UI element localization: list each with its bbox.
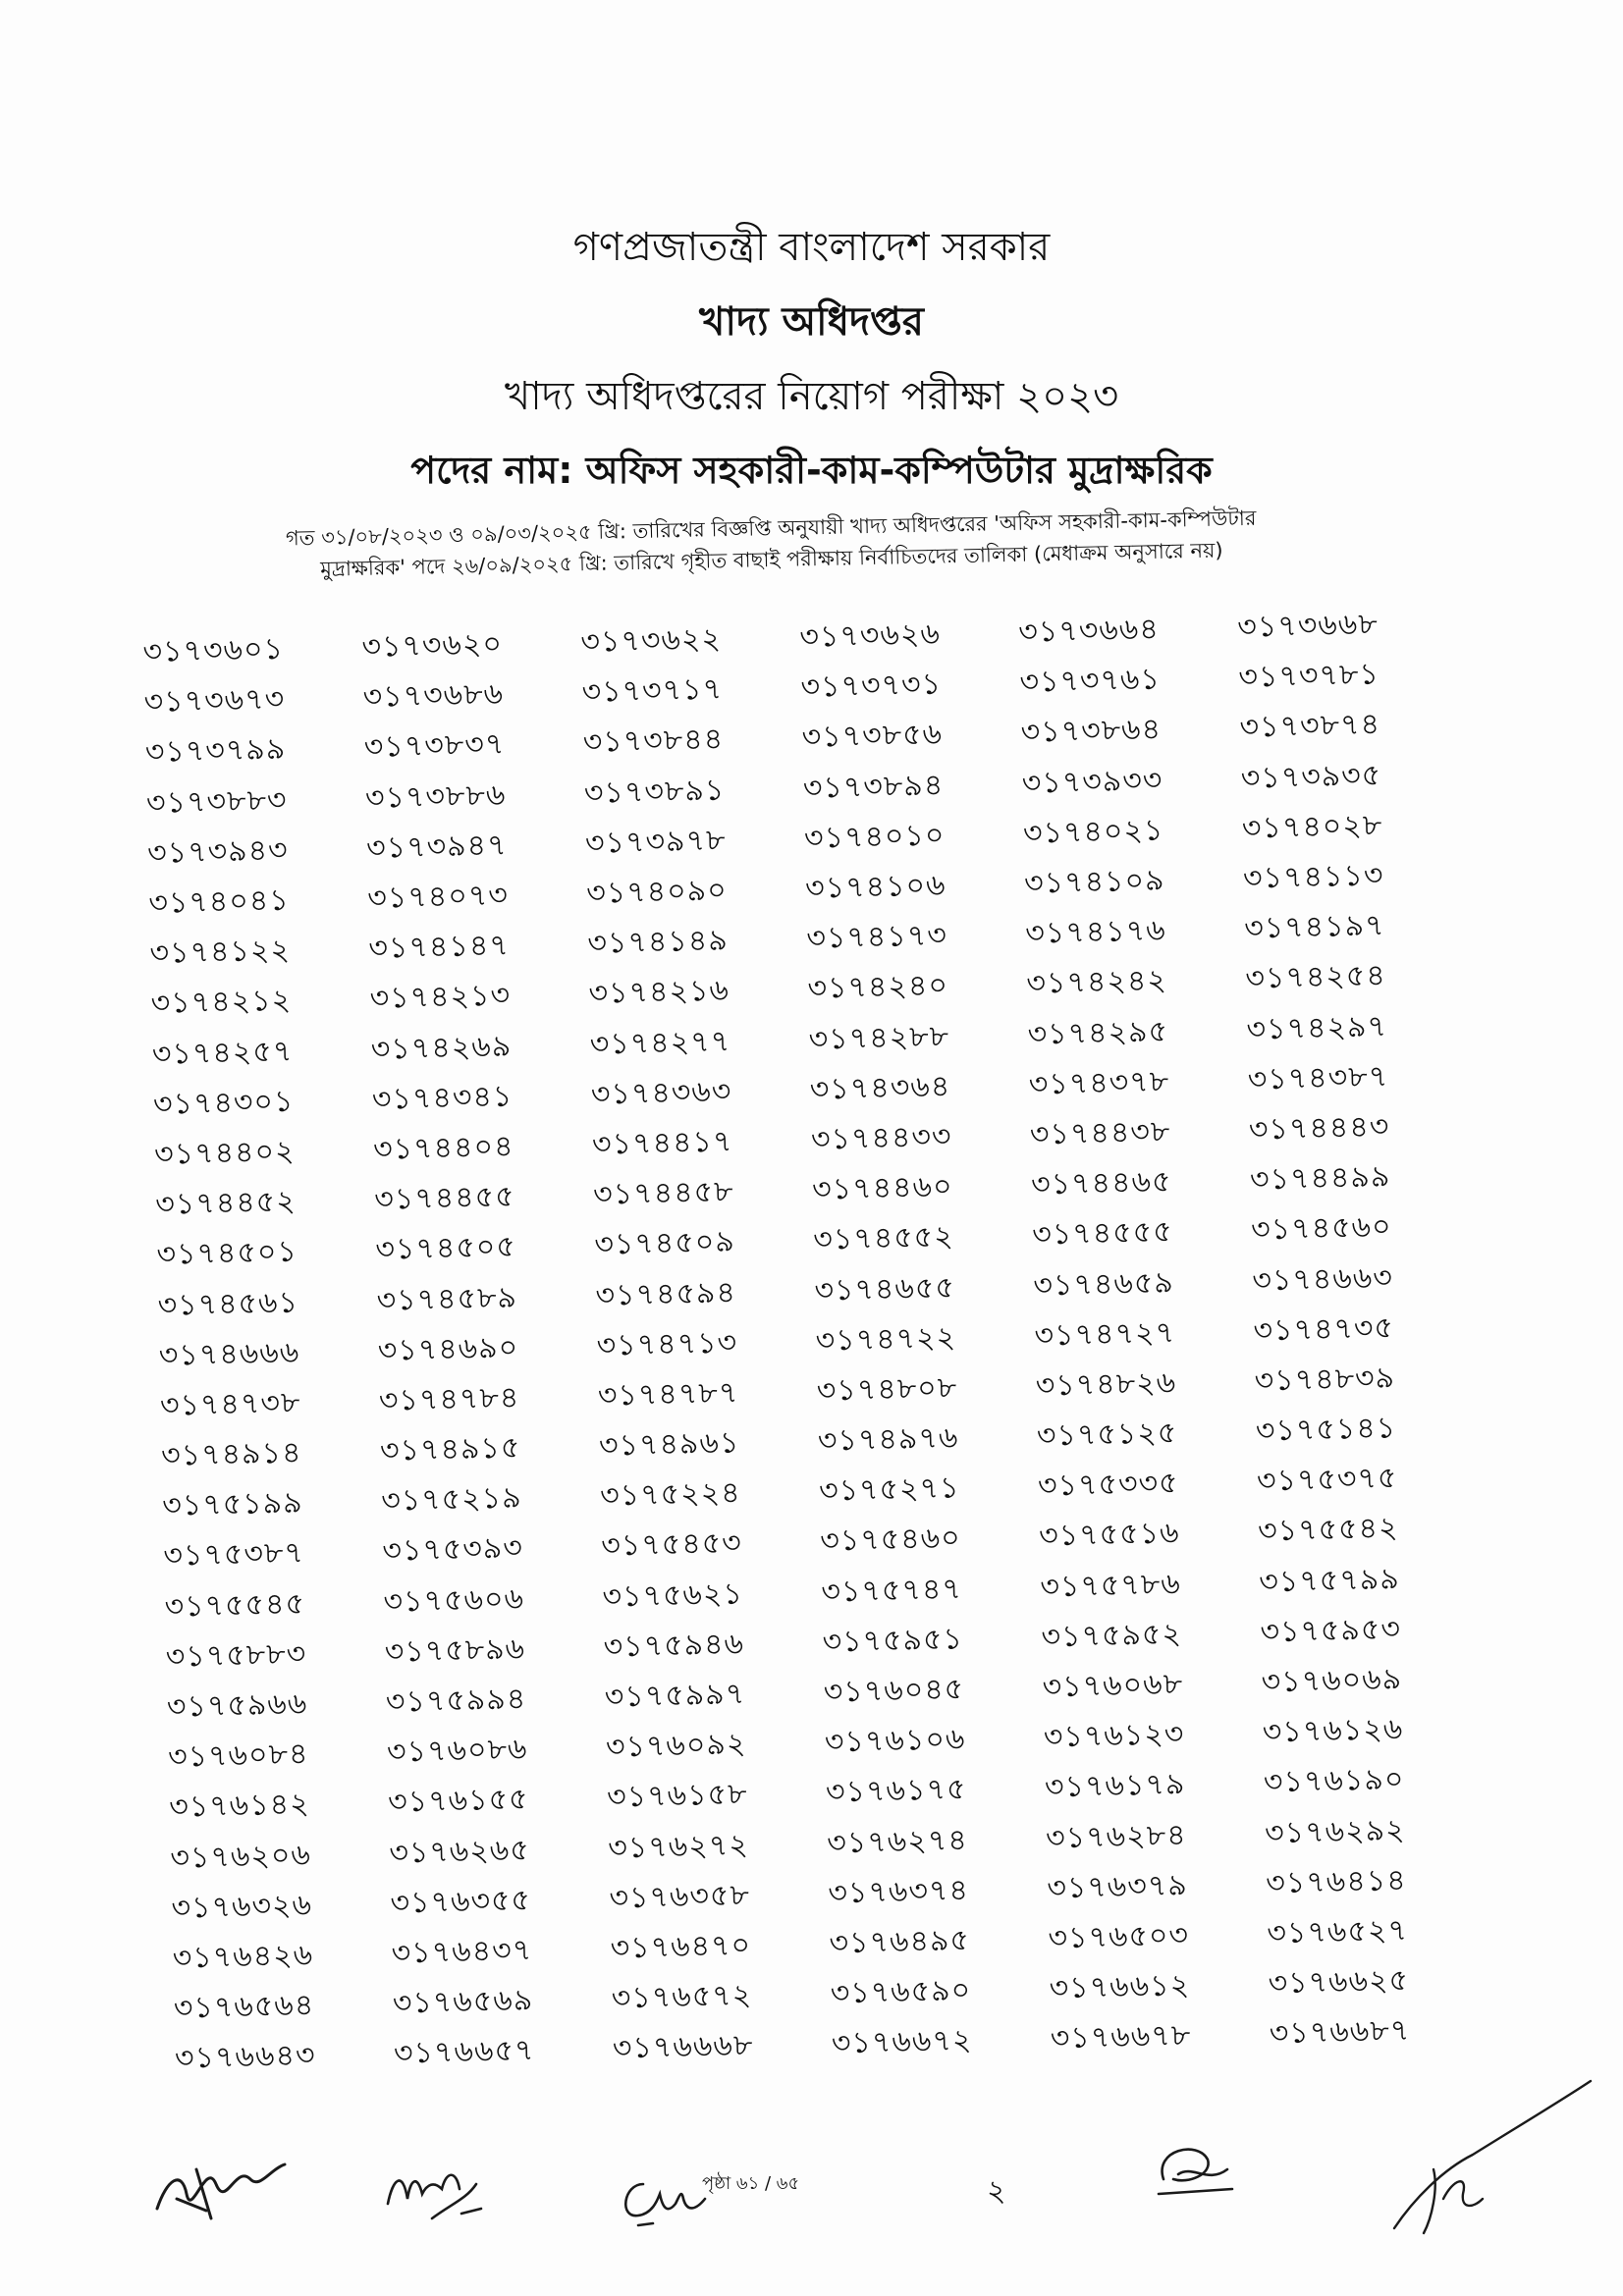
roll-number: ৩১৭৪৪৬০: [811, 1169, 953, 1207]
roll-number: ৩১৭৫৫৪২: [1257, 1511, 1399, 1549]
exam-title: খাদ্য অধিদপ্তরের নিয়োগ পরীক্ষা ২০২৩: [504, 374, 1119, 419]
roll-number: ৩১৭৪০৪১: [147, 882, 291, 921]
roll-number: ৩১৭৩৯৭৮: [584, 823, 727, 861]
roll-number: ৩১৭৬৩২৬: [171, 1888, 313, 1926]
roll-number: ৩১৭৪২৬৯: [370, 1029, 513, 1067]
roll-number: ৩১৭৬০৯২: [605, 1727, 747, 1765]
roll-number: ৩১৭৫৯৫২: [1041, 1617, 1183, 1655]
roll-number: ৩১৭৪৬৫৯: [1033, 1264, 1175, 1304]
roll-number: ৩১৭৬৪৭০: [610, 1928, 752, 1966]
roll-number: ৩১৭৪৩৭৮: [1028, 1064, 1170, 1102]
roll-number: ৩১৭৩৬৬৪: [1017, 612, 1161, 650]
roll-number: ৩১৭৫৬২১: [602, 1576, 744, 1615]
roll-number: ৩১৭৫৯৬৬: [166, 1686, 308, 1725]
roll-number: ৩১৭৪১৪৯: [587, 923, 730, 962]
roll-number: ৩১৭৫৮৯৬: [384, 1631, 526, 1670]
roll-number: ৩১৭৪৮৩৯: [1254, 1361, 1396, 1399]
roll-number: ৩১৭৬৩৫৮: [609, 1878, 751, 1916]
signature-5-icon: [1375, 2061, 1610, 2248]
roll-number: ৩১৭৪২৭৭: [589, 1024, 731, 1062]
roll-number: ৩১৭৪৫৫২: [812, 1219, 955, 1257]
roll-number: ৩১৭৪৪৪৩: [1248, 1109, 1390, 1148]
roll-number: ৩১৭৫৫৪৫: [164, 1586, 306, 1625]
signature-3-icon: [609, 2155, 717, 2233]
roll-number: ৩১৭৪৬৬৬: [158, 1335, 300, 1373]
roll-number: ৩১৭৪৩৬৪: [809, 1069, 951, 1107]
roll-number: ৩১৭৪৭৮৭: [597, 1375, 739, 1414]
roll-number: ৩১৭৪৪৫৮: [592, 1174, 734, 1212]
roll-number: ৩১৭৪৫৯৪: [595, 1274, 737, 1313]
roll-number: ৩১৭৪৪১৭: [591, 1124, 733, 1162]
roll-number: ৩১৭৬৬১২: [1049, 1968, 1191, 2006]
roll-number: ৩১৭৬৫২৭: [1267, 1913, 1409, 1951]
roll-number: ৩১৭৪৮০৮: [816, 1370, 958, 1409]
roll-number: ৩১৭৬৬৪৩: [174, 2038, 316, 2076]
roll-number: ৩১৭৬৩৭৯: [1046, 1867, 1189, 1906]
roll-number: ৩১৭৩৮৮৩: [145, 782, 288, 821]
roll-number: ৩১৭৪৩০১: [152, 1084, 295, 1122]
roll-number: ৩১৭৫১৪১: [1255, 1411, 1397, 1449]
roll-number: ৩১৭৩৯৪৭: [365, 828, 508, 866]
roll-number: ৩১৭৪০২১: [1022, 813, 1164, 851]
roll-number: ৩১৭৬৬৭২: [831, 2023, 973, 2061]
roll-number: ৩১৭৩৮৫৬: [801, 718, 944, 756]
roll-number: ৩১৭৪১৯৭: [1243, 908, 1385, 946]
roll-number: ৩১৭৬৫০৩: [1048, 1918, 1190, 1956]
roll-number: ৩১৭৪৭২৭: [1034, 1315, 1176, 1354]
roll-number: ৩১৭৩৬২৬: [798, 616, 942, 655]
roll-number: ৩১৭৪৩৬৩: [590, 1074, 732, 1112]
roll-number: ৩১৭৪১০৯: [1023, 863, 1165, 901]
roll-number: ৩১৭৩৬০১: [142, 631, 285, 670]
roll-number: ৩১৭৪৯৭৬: [817, 1420, 959, 1459]
roll-number: ৩১৭৬২০৬: [170, 1838, 312, 1876]
notice-text: [167, 500, 1376, 588]
roll-number: ৩১৭৪০৭৩: [366, 878, 510, 916]
roll-number: ৩১৭৫৭৪৭: [821, 1571, 963, 1610]
roll-number: ৩১৭৬০৬৮: [1042, 1667, 1184, 1705]
roll-number: ৩১৭৬৬৮৭: [1269, 2013, 1411, 2052]
notice-line-1: গত ৩১/০৮/২০২৩ ও ০৯/০৩/২০২৫ খ্রি: তারিখের বিজ্ঞপ্তি অনুযায়ী খাদ্য অধিদপ্তরের 'অফিস সহকারী-কাম-কম্পিউটার: [285, 506, 1257, 551]
roll-number: ৩১৭৬২৬৫: [388, 1832, 531, 1871]
roll-number: ৩১৭৩৬২০: [361, 626, 504, 666]
roll-number: ৩১৭৪২৯৫: [1027, 1013, 1169, 1052]
roll-number: ৩১৭৫২২৪: [599, 1475, 741, 1514]
roll-number: ৩১৭৪৪৫২: [154, 1184, 298, 1223]
roll-number: ৩১৭৫১৯৯: [161, 1485, 304, 1524]
page-number: ২: [987, 2174, 1006, 2209]
roll-number: ৩১৭৪৭১৩: [596, 1325, 738, 1363]
signature-1-icon: [137, 2140, 304, 2228]
roll-number: ৩১৭৫৫১৬: [1038, 1516, 1180, 1554]
roll-number-grid: [142, 599, 1490, 2085]
roll-number: ৩১৭৪২১২: [150, 984, 293, 1022]
roll-number: ৩১৭৫৩৯৩: [382, 1530, 524, 1570]
roll-number: ৩১৭৪৩৮৭: [1247, 1059, 1389, 1097]
page-count: পৃষ্ঠা ৬১ / ৬৫: [702, 2173, 800, 2194]
roll-number: ৩১৭৪৭২২: [815, 1320, 957, 1359]
roll-number: ৩১৭৬১৭৯: [1044, 1767, 1186, 1805]
roll-number: ৩১৭৩৮৯১: [583, 773, 726, 811]
roll-number: ৩১৭৫১২৫: [1036, 1415, 1178, 1454]
roll-number: ৩১৭৪৮২৬: [1035, 1365, 1177, 1404]
roll-number: ৩১৭৪২৮৮: [808, 1019, 950, 1057]
roll-number: ৩১৭৪৯১৪: [160, 1435, 302, 1473]
roll-number: ৩১৭৪২১৬: [588, 973, 730, 1012]
roll-number: ৩১৭৩৭৬১: [1019, 662, 1162, 701]
roll-number: ৩১৭৪১০৬: [804, 868, 947, 906]
roll-number: ৩১৭৬২৮৪: [1045, 1817, 1187, 1856]
roll-number: ৩১৭৪৫০৯: [593, 1224, 736, 1263]
roll-number: ৩১৭৫৭৮৬: [1039, 1566, 1182, 1605]
roll-number: ৩১৭৩৮৪৪: [582, 722, 725, 761]
roll-number: ৩১৭৫৭৯৯: [1258, 1561, 1401, 1600]
roll-number: ৩১৭৩৭৩১: [800, 667, 943, 706]
roll-number: ৩১৭৬৫৯০: [830, 1973, 972, 2011]
roll-number: ৩১৭৩৮৩৭: [363, 727, 506, 766]
roll-number: ৩১৭৬২৯২: [1264, 1812, 1406, 1850]
roll-number: ৩১৭৬৬৭৮: [1050, 2018, 1192, 2056]
roll-number: ৩১৭৪২৪২: [1026, 963, 1168, 1002]
roll-number: ৩১৭৪৫০১: [156, 1234, 298, 1273]
roll-number: ৩১৭৬৫৬৪: [173, 1988, 315, 2026]
roll-number: ৩১৭৪৭৩৮: [159, 1385, 301, 1423]
roll-number: ৩১৭৬১২৬: [1262, 1712, 1404, 1750]
roll-number: ৩১৭৬০৮৬: [386, 1732, 528, 1770]
roll-number: ৩১৭৬১৫৮: [606, 1777, 748, 1815]
roll-number: ৩১৭৩৭৯৯: [144, 732, 287, 771]
roll-number: ৩১৭৫৩৮৭: [163, 1535, 305, 1575]
roll-number: ৩১৭৩৬৮৬: [362, 676, 505, 716]
roll-number: ৩১৭৫৩৩৫: [1037, 1466, 1179, 1504]
roll-number: ৩১৭৪৩৪১: [371, 1079, 514, 1117]
roll-number: ৩১৭৪৪৯৯: [1249, 1159, 1391, 1198]
roll-number: ৩১৭৬০৮৪: [167, 1736, 309, 1775]
roll-number: ৩১৭৫৯৫৩: [1260, 1612, 1402, 1650]
roll-number: ৩১৭৬২৭২: [607, 1827, 750, 1866]
roll-number: ৩১৭৪২৯৭: [1246, 1008, 1388, 1047]
roll-number: ৩১৭৬৫৭২: [611, 1978, 753, 2016]
roll-number: ৩১৭৬৬৬৮: [612, 2028, 754, 2066]
roll-number: ৩১৭৪১২২: [149, 933, 292, 972]
roll-number: ৩১৭৪৯৬১: [598, 1425, 740, 1464]
roll-number: ৩১৭৪৭৩৫: [1253, 1309, 1395, 1349]
post-title: পদের নাম: অফিস সহকারী-কাম-কম্পিউটার মুদ্রাক্ষরিক: [410, 449, 1213, 492]
roll-number: ৩১৭৪২১৩: [369, 978, 512, 1017]
roll-number: ৩১৭৩৭১৭: [581, 671, 724, 711]
roll-number: ৩১৭৪৫০৫: [375, 1229, 517, 1268]
roll-number: ৩১৭৬০৪৫: [823, 1672, 965, 1710]
roll-number: ৩১৭৩৮৭৪: [1239, 707, 1381, 746]
roll-number: ৩১৭৪২৫৭: [151, 1034, 294, 1072]
roll-number: ৩১৭৬৪১৪: [1265, 1862, 1408, 1901]
signature-4-icon: [1139, 2130, 1247, 2209]
roll-number: ৩১৭৩৮৯৪: [802, 768, 945, 806]
roll-number: ৩১৭৬১০৬: [824, 1722, 966, 1760]
roll-number: ৩১৭৫৪৬০: [819, 1521, 962, 1560]
roll-number: ৩১৭৩৬২২: [580, 621, 723, 660]
roll-number: ৩১৭৪৫৬০: [1250, 1209, 1393, 1248]
roll-number: ৩১৭৫৯৪৬: [603, 1627, 745, 1665]
roll-number: ৩১৭৫৮৮৩: [165, 1636, 307, 1675]
roll-number: ৩১৭৩৮৬৪: [1020, 712, 1163, 751]
roll-number: ৩১৭৪৫৬১: [157, 1285, 299, 1323]
roll-number: ৩১৭৩৯৩৩: [1021, 763, 1163, 801]
roll-number: ৩১৭৪৫৮৯: [376, 1280, 518, 1318]
roll-number: ৩১৭৪৬৫৫: [814, 1269, 956, 1308]
roll-number: ৩১৭৪০১০: [803, 818, 946, 856]
roll-number: ৩১৭৬১৪২: [168, 1787, 311, 1826]
roll-number: ৩১৭৫৪৫৩: [600, 1525, 743, 1565]
roll-number: ৩১৭৬২৭৪: [826, 1822, 969, 1861]
roll-number: ৩১৭৫৯৯৭: [604, 1677, 746, 1715]
roll-number: ৩১৭৩৯৩৫: [1240, 758, 1382, 796]
roll-number: ৩১৭৪১১৩: [1242, 858, 1384, 896]
roll-number: ৩১৭৩৯৪৩: [146, 832, 290, 871]
roll-number: ৩১৭৩৮৮৬: [364, 777, 507, 816]
government-title: গণপ্রজাতন্ত্রী বাংলাদেশ সরকার: [572, 225, 1051, 270]
department-title: খাদ্য অধিদপ্তর: [699, 299, 924, 345]
roll-number: ৩১৭৪৬৬৩: [1251, 1259, 1394, 1299]
roll-number: ৩১৭৪০৯০: [585, 873, 729, 911]
roll-number: ৩১৭৫২৭১: [818, 1470, 960, 1509]
roll-number: ৩১৭৬৪৯৫: [829, 1923, 971, 1961]
roll-number: ৩১৭৬৪৩৭: [391, 1933, 533, 1971]
roll-number: ৩১৭৪১৪৭: [368, 928, 511, 967]
roll-number: ৩১৭৪২৫৪: [1245, 958, 1387, 997]
roll-number: ৩১৭৬৫৬৯: [392, 1983, 534, 2021]
roll-number: ৩১৭৫৯৫১: [822, 1622, 964, 1660]
roll-number: ৩১৭৪৪৩৮: [1029, 1114, 1171, 1152]
roll-number: ৩১৭৬০৬৯: [1261, 1662, 1403, 1700]
roll-number: ৩১৭৪৪৫৫: [373, 1179, 515, 1217]
roll-number: ৩১৭৬৬২৫: [1268, 1963, 1410, 2002]
roll-number: ৩১৭৪৬৯০: [377, 1330, 519, 1368]
roll-number: ৩১৭৫৩৭৫: [1256, 1461, 1398, 1499]
roll-number: ৩১৭৩৬৭৩: [143, 682, 286, 721]
roll-number: ৩১৭৬১৫৫: [387, 1782, 529, 1821]
roll-number: ৩১৭৪১৭৩: [805, 918, 948, 956]
roll-number: ৩১৭৪৯১৫: [379, 1430, 521, 1468]
roll-number: ৩১৭৪৭৮৪: [378, 1380, 520, 1418]
roll-number: ৩১৭৬৩৫৫: [390, 1883, 532, 1921]
roll-number: ৩১৭৬৩৭৪: [828, 1873, 970, 1911]
roll-number: ৩১৭৪৪৬৫: [1030, 1164, 1172, 1202]
roll-number: ৩১৭৫৯৯৪: [385, 1682, 527, 1720]
roll-number: ৩১৭৬১৯০: [1263, 1762, 1405, 1800]
roll-number: ৩১৭৬৬৫৭: [393, 2033, 535, 2071]
roll-number: ৩১৭৪০২৮: [1241, 808, 1383, 846]
signature-2-icon: [373, 2150, 501, 2228]
roll-number: ৩১৭৪৪৩৩: [810, 1119, 952, 1157]
roll-number: ৩১৭৬৪২৬: [172, 1938, 314, 1976]
notice-line-2: মুদ্রাক্ষরিক' পদে ২৬/০৯/২০২৫ খ্রি: তারিখে গৃহীত বাছাই পরীক্ষায় নির্বাচিতদের তালিকা (মেধাক্রম অনুসারে নয়): [319, 538, 1223, 581]
roll-number: ৩১৭৪৫৫৫: [1031, 1214, 1173, 1253]
roll-number: ৩১৭৪৪০৪: [372, 1129, 514, 1167]
roll-number: ৩১৭৩৭৮১: [1238, 657, 1380, 695]
roll-number: ৩১৭৫২১৯: [380, 1480, 522, 1519]
roll-number: ৩১৭৫৬০৬: [383, 1581, 525, 1620]
roll-number: ৩১৭৪৪০২: [153, 1134, 296, 1172]
roll-number: ৩১৭৬১২৩: [1043, 1717, 1185, 1755]
roll-number: ৩১৭৬১৭৫: [825, 1772, 967, 1810]
roll-number: ৩১৭৪১৭৬: [1024, 913, 1167, 951]
roll-number: ৩১৭৪২৪০: [807, 968, 949, 1007]
roll-number: ৩১৭৩৬৬৮: [1236, 607, 1380, 645]
